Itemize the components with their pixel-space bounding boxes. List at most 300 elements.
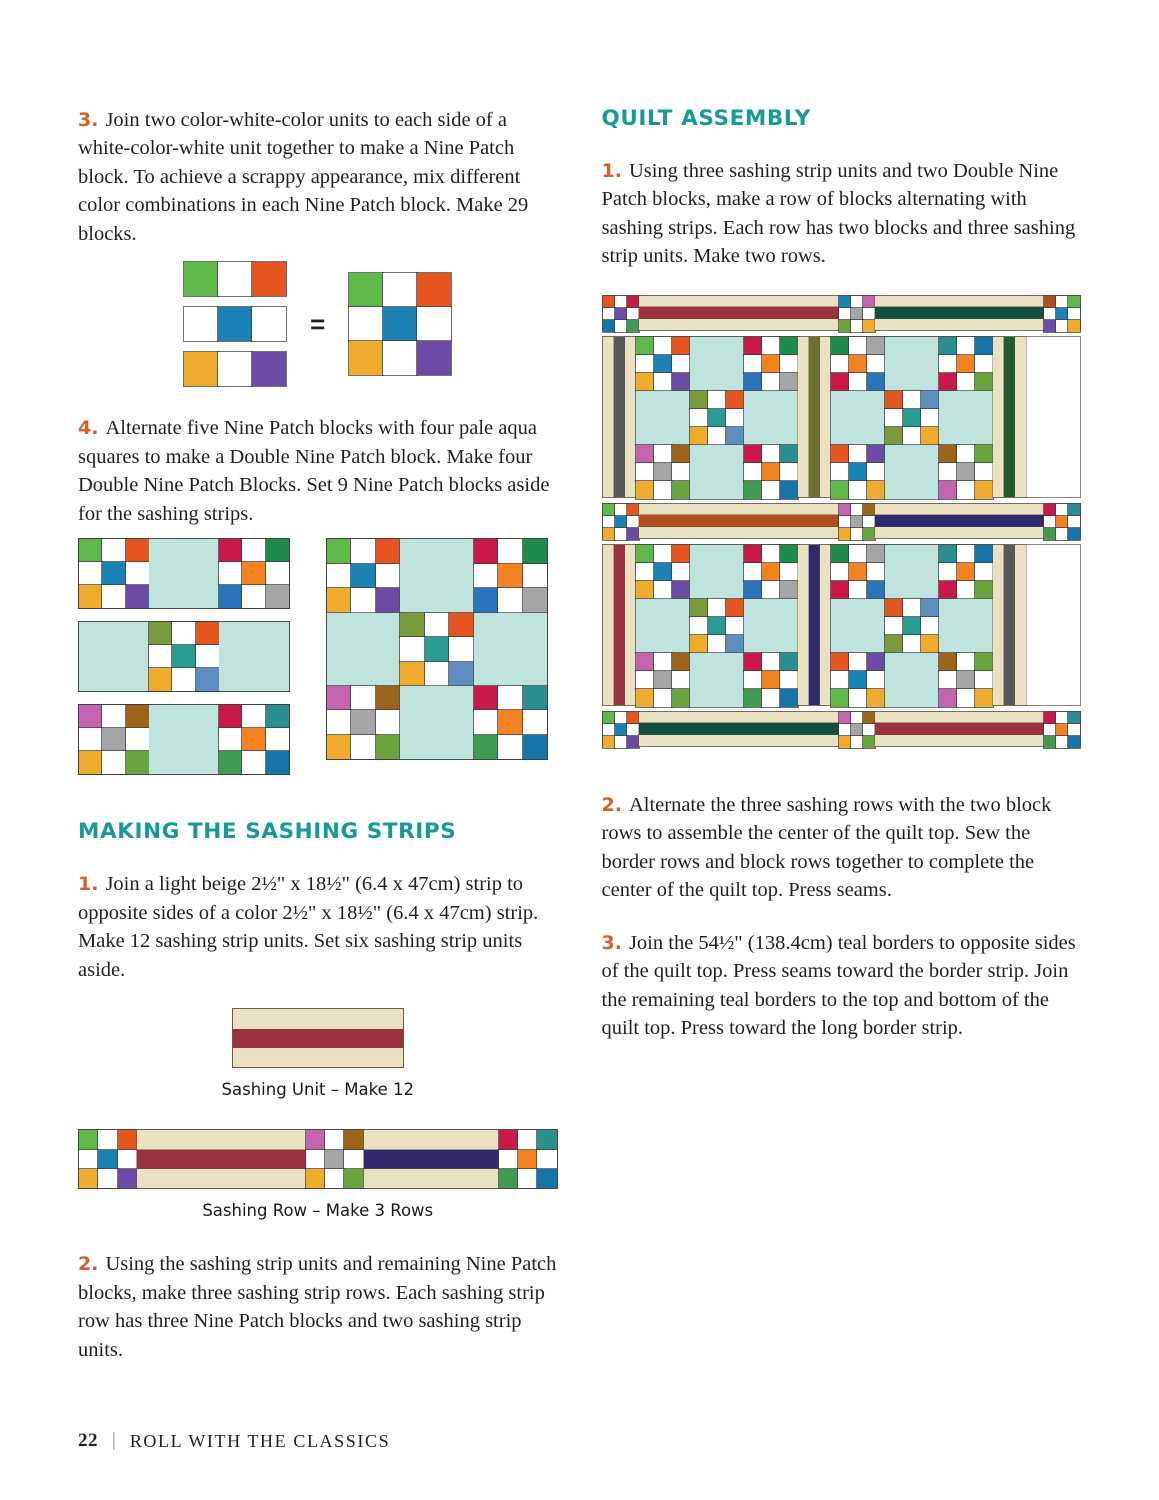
patch-square (603, 516, 615, 528)
patch-square (537, 1150, 556, 1169)
patch-square (603, 320, 615, 332)
patch-square (400, 613, 424, 637)
patch-square (1068, 736, 1080, 748)
patch-square (615, 712, 627, 724)
nine-patch-block (1044, 504, 1080, 540)
patch-square (939, 481, 957, 499)
patch-square (831, 373, 849, 391)
sashing-beige-strip (875, 319, 1045, 330)
patch-square (498, 588, 522, 612)
patch-square (351, 564, 375, 588)
patch-square (218, 307, 252, 341)
patch-square (863, 308, 875, 320)
sashing-sub-strip (625, 337, 636, 497)
page-footer (78, 1430, 390, 1452)
patch-square (690, 391, 708, 409)
nine-patch-block (400, 613, 473, 686)
sashing-sub-strip (614, 545, 625, 705)
patch-square (603, 504, 615, 516)
sashing-sub-strip (993, 545, 1004, 705)
patch-square (344, 1169, 363, 1188)
patch-square (849, 481, 867, 499)
patch-square (1068, 516, 1080, 528)
assembly-step-1-text: Using three sashing strip units and two Double Nine Patch blocks, make a row of blocks alternating with sashing strips. Each row has two blocks and three sashing strip units. Make two rows. (601, 160, 1076, 268)
patch-square (1044, 504, 1056, 516)
patch-square (672, 463, 690, 481)
patch-square (615, 528, 627, 540)
step-4-text: Alternate five Nine Patch blocks with four pale aqua squares to make a Double Nine Patch block. Make four Double Nine Patch Blocks. Set 9 Nine Patch blocks aside for the sashing strips. (78, 417, 550, 525)
patch-square (349, 307, 383, 341)
patch-square (498, 735, 522, 759)
sashing-beige-strip (639, 712, 839, 723)
vertical-sashing-strip (798, 545, 831, 705)
patch-square (1056, 320, 1068, 332)
patch-square (636, 545, 654, 563)
patch-square (863, 724, 875, 736)
patch-square (780, 563, 798, 581)
nine-patch-block (79, 1130, 137, 1188)
patch-square (327, 710, 351, 734)
nine-patch-block (603, 296, 639, 332)
sashing-sub-strip (603, 545, 614, 705)
step-4-number: 4. (78, 417, 99, 440)
patch-square (102, 705, 125, 728)
patch-square (636, 373, 654, 391)
patch-square (867, 563, 885, 581)
patch-square (957, 581, 975, 599)
patch-square (654, 481, 672, 499)
patch-square (849, 445, 867, 463)
patch-square (672, 481, 690, 499)
patch-square (654, 581, 672, 599)
patch-square (242, 751, 265, 774)
three-patch-strip (184, 307, 286, 341)
patch-square (654, 463, 672, 481)
equals-sign: = (310, 308, 326, 339)
patch-square (957, 355, 975, 373)
patch-square (975, 545, 993, 563)
patch-square (636, 581, 654, 599)
patch-square (903, 617, 921, 635)
patch-square (744, 373, 762, 391)
patch-square (975, 653, 993, 671)
patch-square (849, 563, 867, 581)
patch-square (627, 528, 639, 540)
nine-patch-block (939, 337, 993, 391)
patch-square (425, 613, 449, 637)
patch-square (523, 686, 547, 710)
patch-square (762, 373, 780, 391)
nine-patch-block (744, 337, 798, 391)
patch-square (417, 341, 451, 375)
patch-square (885, 635, 903, 653)
patch-square (266, 705, 289, 728)
sashing-strip-unit (639, 712, 839, 746)
sashing-beige-strip (639, 296, 839, 307)
patch-square (975, 689, 993, 707)
nine-patch-block (499, 1130, 557, 1188)
sashing-strip-unit (364, 1130, 499, 1188)
patch-square (242, 539, 265, 562)
patch-square (449, 662, 473, 686)
patch-square (79, 539, 102, 562)
pale-aqua-square (885, 653, 939, 707)
patch-square (863, 320, 875, 332)
patch-square (118, 1169, 137, 1188)
patch-square (762, 545, 780, 563)
sashing-color-strip (875, 515, 1045, 526)
patch-square (636, 689, 654, 707)
patch-square (615, 320, 627, 332)
patch-square (1044, 712, 1056, 724)
patch-square (726, 617, 744, 635)
patch-square (831, 653, 849, 671)
patch-square (266, 585, 289, 608)
nine-patch-block (831, 445, 885, 499)
double-nine-patch-exploded (78, 538, 290, 775)
nine-patch-block (831, 337, 885, 391)
nine-patch-block (219, 539, 289, 608)
patch-square (636, 463, 654, 481)
patch-square (690, 599, 708, 617)
patch-square (79, 585, 102, 608)
footer-page-number: 22 (78, 1430, 98, 1451)
nine-patch-block (744, 545, 798, 599)
patch-square (627, 712, 639, 724)
patch-square (831, 581, 849, 599)
patch-square (957, 337, 975, 355)
figure-double-nine-patch (78, 538, 558, 775)
patch-square (839, 308, 851, 320)
pale-aqua-square (219, 622, 289, 691)
patch-square (762, 671, 780, 689)
sashing-sub-strip (798, 545, 809, 705)
patch-square (499, 1150, 518, 1169)
patch-square (327, 539, 351, 563)
patch-square (762, 653, 780, 671)
patch-square (627, 308, 639, 320)
patch-square (474, 588, 498, 612)
nine-patch-block (885, 599, 939, 653)
nine-patch-block (79, 705, 149, 774)
patch-square (921, 635, 939, 653)
nine-patch-block (219, 705, 289, 774)
patch-square (744, 481, 762, 499)
patch-square (939, 563, 957, 581)
pale-aqua-square (149, 539, 219, 608)
patch-square (849, 355, 867, 373)
three-patch-strip (184, 262, 286, 296)
patch-square (780, 689, 798, 707)
patch-square (474, 686, 498, 710)
patch-square (672, 653, 690, 671)
patch-square (184, 307, 218, 341)
patch-square (615, 724, 627, 736)
nine-patch-block (744, 445, 798, 499)
patch-square (218, 262, 252, 296)
patch-square (615, 516, 627, 528)
patch-square (780, 355, 798, 373)
sashing-beige-strip (639, 735, 839, 746)
sashing-step-2-paragraph (78, 1250, 558, 1364)
patch-square (831, 445, 849, 463)
sashing-beige-strip (875, 712, 1045, 723)
patch-square (1068, 296, 1080, 308)
nine-patch-block (885, 391, 939, 445)
sashing-sub-strip (1004, 337, 1015, 497)
patch-square (744, 581, 762, 599)
patch-square (975, 445, 993, 463)
patch-square (172, 645, 195, 668)
patch-square (417, 307, 451, 341)
sashing-sub-strip (809, 337, 820, 497)
patch-square (615, 504, 627, 516)
patch-square (762, 337, 780, 355)
patch-square (627, 320, 639, 332)
patch-square (603, 736, 615, 748)
patch-square (523, 539, 547, 563)
nine-patch-block (939, 445, 993, 499)
patch-square (523, 564, 547, 588)
patch-square (939, 463, 957, 481)
patch-square (523, 735, 547, 759)
sashing-sub-strip (603, 337, 614, 497)
patch-square (744, 337, 762, 355)
assembly-step-2-paragraph (602, 791, 1082, 905)
pale-aqua-square (744, 599, 798, 653)
sashing-strip-unit (875, 296, 1045, 330)
patch-square (672, 337, 690, 355)
patch-square (654, 545, 672, 563)
patch-square (867, 581, 885, 599)
nine-patch-block (636, 653, 690, 707)
patch-square (654, 671, 672, 689)
patch-square (849, 581, 867, 599)
sashing-beige-strip (137, 1169, 306, 1188)
patch-square (975, 581, 993, 599)
step-3-number: 3. (78, 109, 99, 131)
nine-patch-block (474, 686, 547, 759)
patch-square (252, 307, 286, 341)
patch-square (1044, 724, 1056, 736)
patch-square (306, 1130, 325, 1149)
patch-square (537, 1169, 556, 1188)
patch-square (102, 728, 125, 751)
assembly-step-1-paragraph (602, 157, 1082, 271)
patch-square (118, 1150, 137, 1169)
patch-square (780, 671, 798, 689)
patch-square (149, 622, 172, 645)
patch-square (400, 662, 424, 686)
sashing-strip-unit (137, 1130, 306, 1188)
patch-square (400, 637, 424, 661)
patch-square (903, 635, 921, 653)
sashing-row-diagram (78, 1129, 558, 1189)
patch-square (762, 481, 780, 499)
nine-patch-block-result (349, 273, 451, 375)
patch-square (1044, 320, 1056, 332)
nine-patch-block (636, 545, 690, 599)
nine-patch-block (1044, 296, 1080, 332)
patch-square (851, 320, 863, 332)
patch-square (867, 689, 885, 707)
patch-square (672, 545, 690, 563)
nine-patch-block (603, 504, 639, 540)
sashing-beige-strip (233, 1048, 403, 1067)
patch-square (851, 296, 863, 308)
vertical-sashing-strip (993, 337, 1026, 497)
sashing-beige-strip (364, 1130, 499, 1149)
figure-nine-patch-construction (78, 262, 558, 386)
patch-square (1056, 528, 1068, 540)
patch-square (79, 705, 102, 728)
pale-aqua-square (690, 337, 744, 391)
patch-square (1068, 308, 1080, 320)
sashing-sub-strip (625, 545, 636, 705)
patch-square (957, 373, 975, 391)
patch-square (726, 599, 744, 617)
patch-square (425, 662, 449, 686)
sashing-step-1-number: 1. (78, 873, 99, 896)
pale-aqua-square (831, 599, 885, 653)
patch-square (102, 751, 125, 774)
patch-square (921, 391, 939, 409)
sashing-strip-unit (639, 504, 839, 538)
patch-square (196, 668, 219, 691)
patch-square (762, 689, 780, 707)
patch-square (383, 273, 417, 307)
pale-aqua-square (831, 391, 885, 445)
double-nine-patch-block (831, 337, 993, 499)
patch-square (831, 481, 849, 499)
patch-square (518, 1130, 537, 1149)
patch-square (523, 710, 547, 734)
patch-square (690, 409, 708, 427)
patch-square (242, 562, 265, 585)
patch-square (939, 337, 957, 355)
patch-square (1056, 712, 1068, 724)
patch-square (885, 427, 903, 445)
patch-square (344, 1150, 363, 1169)
assembly-step-3-paragraph (602, 929, 1082, 1043)
patch-square (867, 653, 885, 671)
patch-square (351, 588, 375, 612)
patch-square (1056, 516, 1068, 528)
patch-square (885, 391, 903, 409)
patch-square (615, 308, 627, 320)
pale-aqua-square (690, 445, 744, 499)
patch-square (351, 710, 375, 734)
patch-square (344, 1130, 363, 1149)
patch-square (306, 1150, 325, 1169)
vertical-sashing-strip (603, 337, 636, 497)
patch-square (325, 1150, 344, 1169)
nine-patch-block (939, 545, 993, 599)
patch-square (98, 1130, 117, 1149)
heading-quilt-assembly: QUILT ASSEMBLY (601, 106, 811, 131)
patch-square (654, 337, 672, 355)
patch-square (762, 445, 780, 463)
patch-square (708, 391, 726, 409)
patch-square (474, 564, 498, 588)
patch-square (975, 671, 993, 689)
sashing-color-strip (875, 723, 1045, 734)
sashing-color-strip (137, 1150, 306, 1169)
patch-square (603, 712, 615, 724)
patch-square (627, 504, 639, 516)
patch-square (957, 563, 975, 581)
patch-square (957, 445, 975, 463)
patch-square (383, 307, 417, 341)
patch-square (849, 653, 867, 671)
patch-square (867, 463, 885, 481)
patch-square (708, 599, 726, 617)
quilt-sashing-row (602, 711, 1082, 747)
nine-patch-block (839, 712, 875, 748)
patch-square (780, 373, 798, 391)
sashing-step-2-number: 2. (78, 1253, 99, 1276)
patch-square (851, 308, 863, 320)
nine-patch-block (636, 445, 690, 499)
patch-square (863, 736, 875, 748)
nine-patch-block (603, 712, 639, 748)
patch-square (849, 373, 867, 391)
patch-square (1044, 296, 1056, 308)
nine-patch-block (690, 391, 744, 445)
patch-square (903, 427, 921, 445)
patch-square (744, 445, 762, 463)
patch-square (831, 689, 849, 707)
patch-square (726, 427, 744, 445)
patch-square (780, 463, 798, 481)
patch-square (327, 735, 351, 759)
patch-square (708, 617, 726, 635)
patch-square (351, 686, 375, 710)
nine-patch-block (839, 296, 875, 332)
patch-square (851, 712, 863, 724)
patch-square (636, 355, 654, 373)
heading-making-sashing-strips: MAKING THE SASHING STRIPS (78, 819, 457, 845)
sashing-sub-strip (993, 337, 1004, 497)
sashing-color-strip (639, 307, 839, 318)
patch-square (79, 751, 102, 774)
assembly-step-2-number: 2. (601, 793, 622, 816)
patch-square (957, 689, 975, 707)
patch-square (921, 427, 939, 445)
patch-square (636, 337, 654, 355)
patch-square (627, 724, 639, 736)
quilt-sashing-row (602, 503, 1082, 539)
patch-square (975, 463, 993, 481)
double-nine-patch-block (636, 337, 798, 499)
patch-square (780, 445, 798, 463)
pale-aqua-square (885, 445, 939, 499)
patch-square (839, 712, 851, 724)
step-3-text: Join two color-white-color units to each side of a white-color-white unit together to make a Nine Patch block. To achieve a scrappy appearance, mix different color combinations in each Nine Patch block. Make 29 blocks. (78, 109, 529, 245)
patch-square (149, 645, 172, 668)
patch-square (672, 689, 690, 707)
patch-square (351, 735, 375, 759)
pale-aqua-square (885, 545, 939, 599)
patch-square (518, 1169, 537, 1188)
pale-aqua-square (400, 686, 473, 759)
patch-square (537, 1130, 556, 1149)
patch-square (975, 373, 993, 391)
sashing-beige-strip (875, 735, 1045, 746)
two-column-layout (78, 106, 1081, 1370)
patch-square (885, 599, 903, 617)
patch-square (839, 516, 851, 528)
